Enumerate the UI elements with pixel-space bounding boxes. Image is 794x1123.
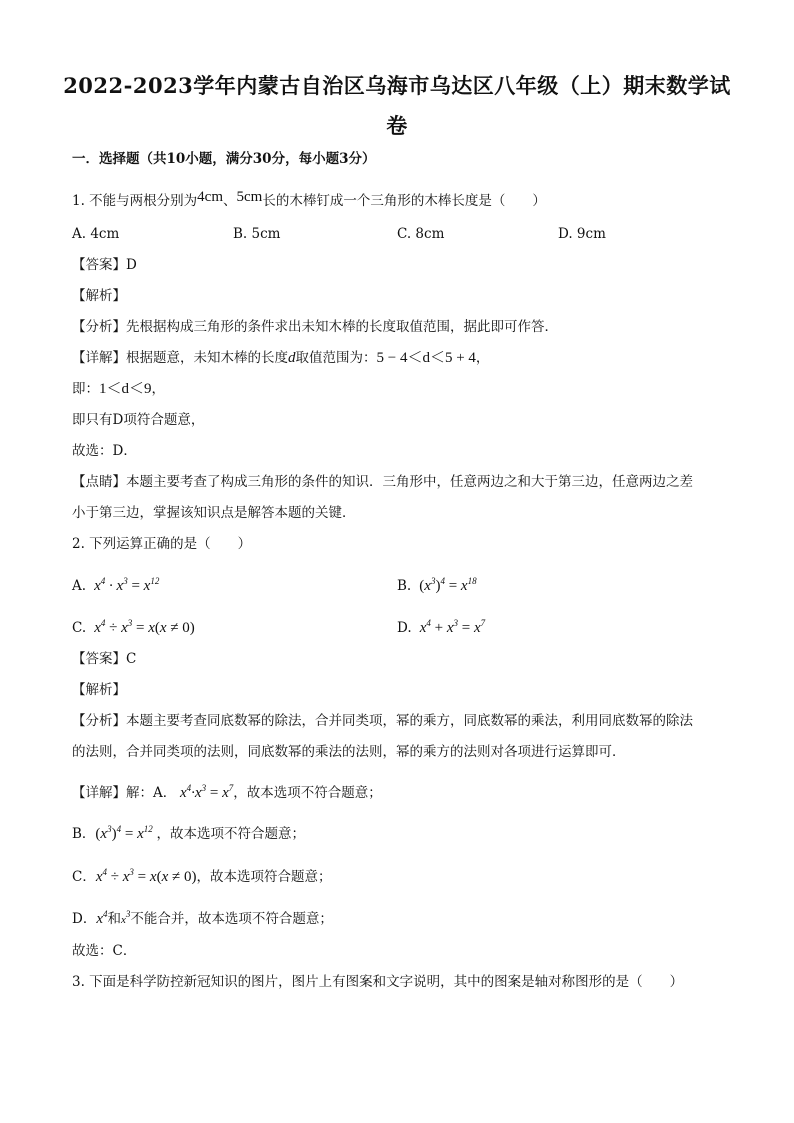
q1-range: 5 − 4＜d＜5 + 4 bbox=[376, 350, 476, 366]
doc-title-line2: 卷 bbox=[386, 113, 408, 138]
q2-fenxi-2: 的法则，合并同类项的法则，同底数幂的乘法的法则，幂的乘方的法则对各项进行运算即可． bbox=[72, 744, 626, 760]
q1-xiangjie bbox=[72, 349, 489, 367]
q3-stem: 3. 下面是科学防控新冠知识的图片，图片上有图案和文字说明，其中的图案是轴对称图形的是（ ） bbox=[72, 974, 684, 990]
q1-fenxi: 【分析】先根据构成三角形的条件求出未知木棒的长度取值范围，据此即可作答． bbox=[72, 319, 558, 335]
q2-xj-d-prefix: D． bbox=[72, 911, 97, 927]
q1-ji-range: 1＜d＜9 bbox=[99, 381, 152, 397]
q1-jiexi: 【解析】 bbox=[72, 288, 126, 304]
q2-xj-c-suffix: ，故本选项符合题意； bbox=[196, 869, 332, 885]
q2-jiexi: 【解析】 bbox=[72, 682, 126, 698]
q1-value-1: 4cm bbox=[197, 189, 223, 205]
q2-option-b-label: B. bbox=[397, 578, 412, 594]
q1-option-d: D. 9cm bbox=[558, 226, 606, 242]
q2-xiangjie-c bbox=[72, 863, 331, 886]
q1-answer: 【答案】D bbox=[72, 257, 137, 273]
q2-xj-d-x3: $x^3$ bbox=[121, 909, 131, 926]
q1-option-c: C. 8cm bbox=[397, 226, 445, 242]
q2-xiangjie-a bbox=[72, 779, 382, 802]
q1-value-2: 5cm bbox=[236, 189, 263, 205]
q2-option-b-formula: $(x^3)^4 = x^{18}$ bbox=[419, 576, 477, 594]
q1-ji bbox=[72, 380, 165, 398]
q1-stem bbox=[72, 188, 546, 210]
q2-stem: 2. 下列运算正确的是（ ） bbox=[72, 536, 252, 552]
q1-xiangjie-text-b: 取值范围为： bbox=[295, 350, 377, 366]
q2-option-c-label: C. bbox=[72, 620, 87, 636]
q2-xiangjie-b bbox=[72, 820, 305, 843]
q2-option-a-label: A. bbox=[72, 578, 87, 594]
q1-ji-text-a: 即： bbox=[72, 381, 99, 397]
q1-only: 即只有D项符合题意， bbox=[72, 412, 205, 428]
q1-dianjing-2: 小于第三边，掌握该知识点是解答本题的关键． bbox=[72, 505, 356, 521]
q2-xj-d-mid: 和 bbox=[107, 911, 121, 927]
q2-option-d bbox=[397, 614, 485, 637]
section-heading: 一．选择题（共10小题，满分30分，每小题3分） bbox=[72, 151, 376, 167]
q1-xiangjie-text-a: 【详解】根据题意，未知木棒的长度 bbox=[72, 350, 288, 366]
q2-xj-b-formula: $(x^3)^4 = x^{12}$ bbox=[95, 824, 153, 842]
q2-option-a-formula: $x^4 \cdot x^3 = x^{12}$ bbox=[90, 576, 160, 594]
q1-stem-text-a: 1. 不能与两根分别为 bbox=[72, 193, 198, 209]
q2-xj-c-formula: $x^4 \div x^3 = x(x \ne 0)$ bbox=[95, 867, 197, 885]
q2-option-d-label: D. bbox=[397, 620, 412, 636]
q2-option-c-formula: $x^4 \div x^3 = x(x \ne 0)$ bbox=[90, 618, 195, 636]
q2-xiangjie-d bbox=[72, 905, 333, 929]
q1-guxuan: 故选：D． bbox=[72, 443, 137, 459]
q2-option-d-formula: $x^4 + x^3 = x^7$ bbox=[415, 618, 486, 636]
q1-option-b: B. 5cm bbox=[233, 226, 281, 242]
q2-fenxi-1: 【分析】本题主要考查同底数幂的除法，合并同类项，幂的乘方，同底数幂的乘法，利用同底数幂的除法 bbox=[72, 713, 693, 729]
q1-ji-text-b: ， bbox=[151, 381, 166, 397]
q1-dianjing-1: 【点睛】本题主要考查了构成三角形的条件的知识．三角形中，任意两边之和大于第三边，任意两边之差 bbox=[72, 474, 693, 490]
q2-xj-a-prefix: 【详解】解：A． bbox=[72, 785, 177, 801]
q1-option-a: A. 4cm bbox=[72, 226, 120, 242]
q2-option-b bbox=[397, 572, 477, 595]
doc-title-line1: 2022-2023学年内蒙古自治区乌海市乌达区八年级（上）期末数学试 bbox=[63, 73, 731, 98]
q2-option-c bbox=[72, 614, 195, 637]
q1-stem-text-b: 长的木棒钉成一个三角形的木棒长度是（ ） bbox=[262, 193, 546, 209]
q2-xj-a-formula: $x^4\cdot x^3 = x^7$ bbox=[176, 783, 234, 801]
q1-sep: 、 bbox=[223, 193, 237, 209]
q2-guxuan: 故选：C． bbox=[72, 943, 137, 959]
q2-xj-b-suffix: ，故本选项不符合题意； bbox=[156, 826, 305, 842]
q2-xj-a-suffix: ，故本选项不符合题意； bbox=[233, 785, 382, 801]
q1-xiangjie-text-c: ， bbox=[475, 350, 490, 366]
q2-xj-d-x4: $x^4$ bbox=[96, 909, 108, 927]
q2-xj-d-suffix: 不能合并，故本选项不符合题意； bbox=[130, 911, 333, 927]
q2-xj-c-prefix: C． bbox=[72, 869, 96, 885]
q1-var-d: d bbox=[288, 350, 296, 366]
q2-answer: 【答案】C bbox=[72, 651, 137, 667]
q2-option-a bbox=[72, 572, 159, 595]
q2-xj-b-prefix: B． bbox=[72, 826, 96, 842]
